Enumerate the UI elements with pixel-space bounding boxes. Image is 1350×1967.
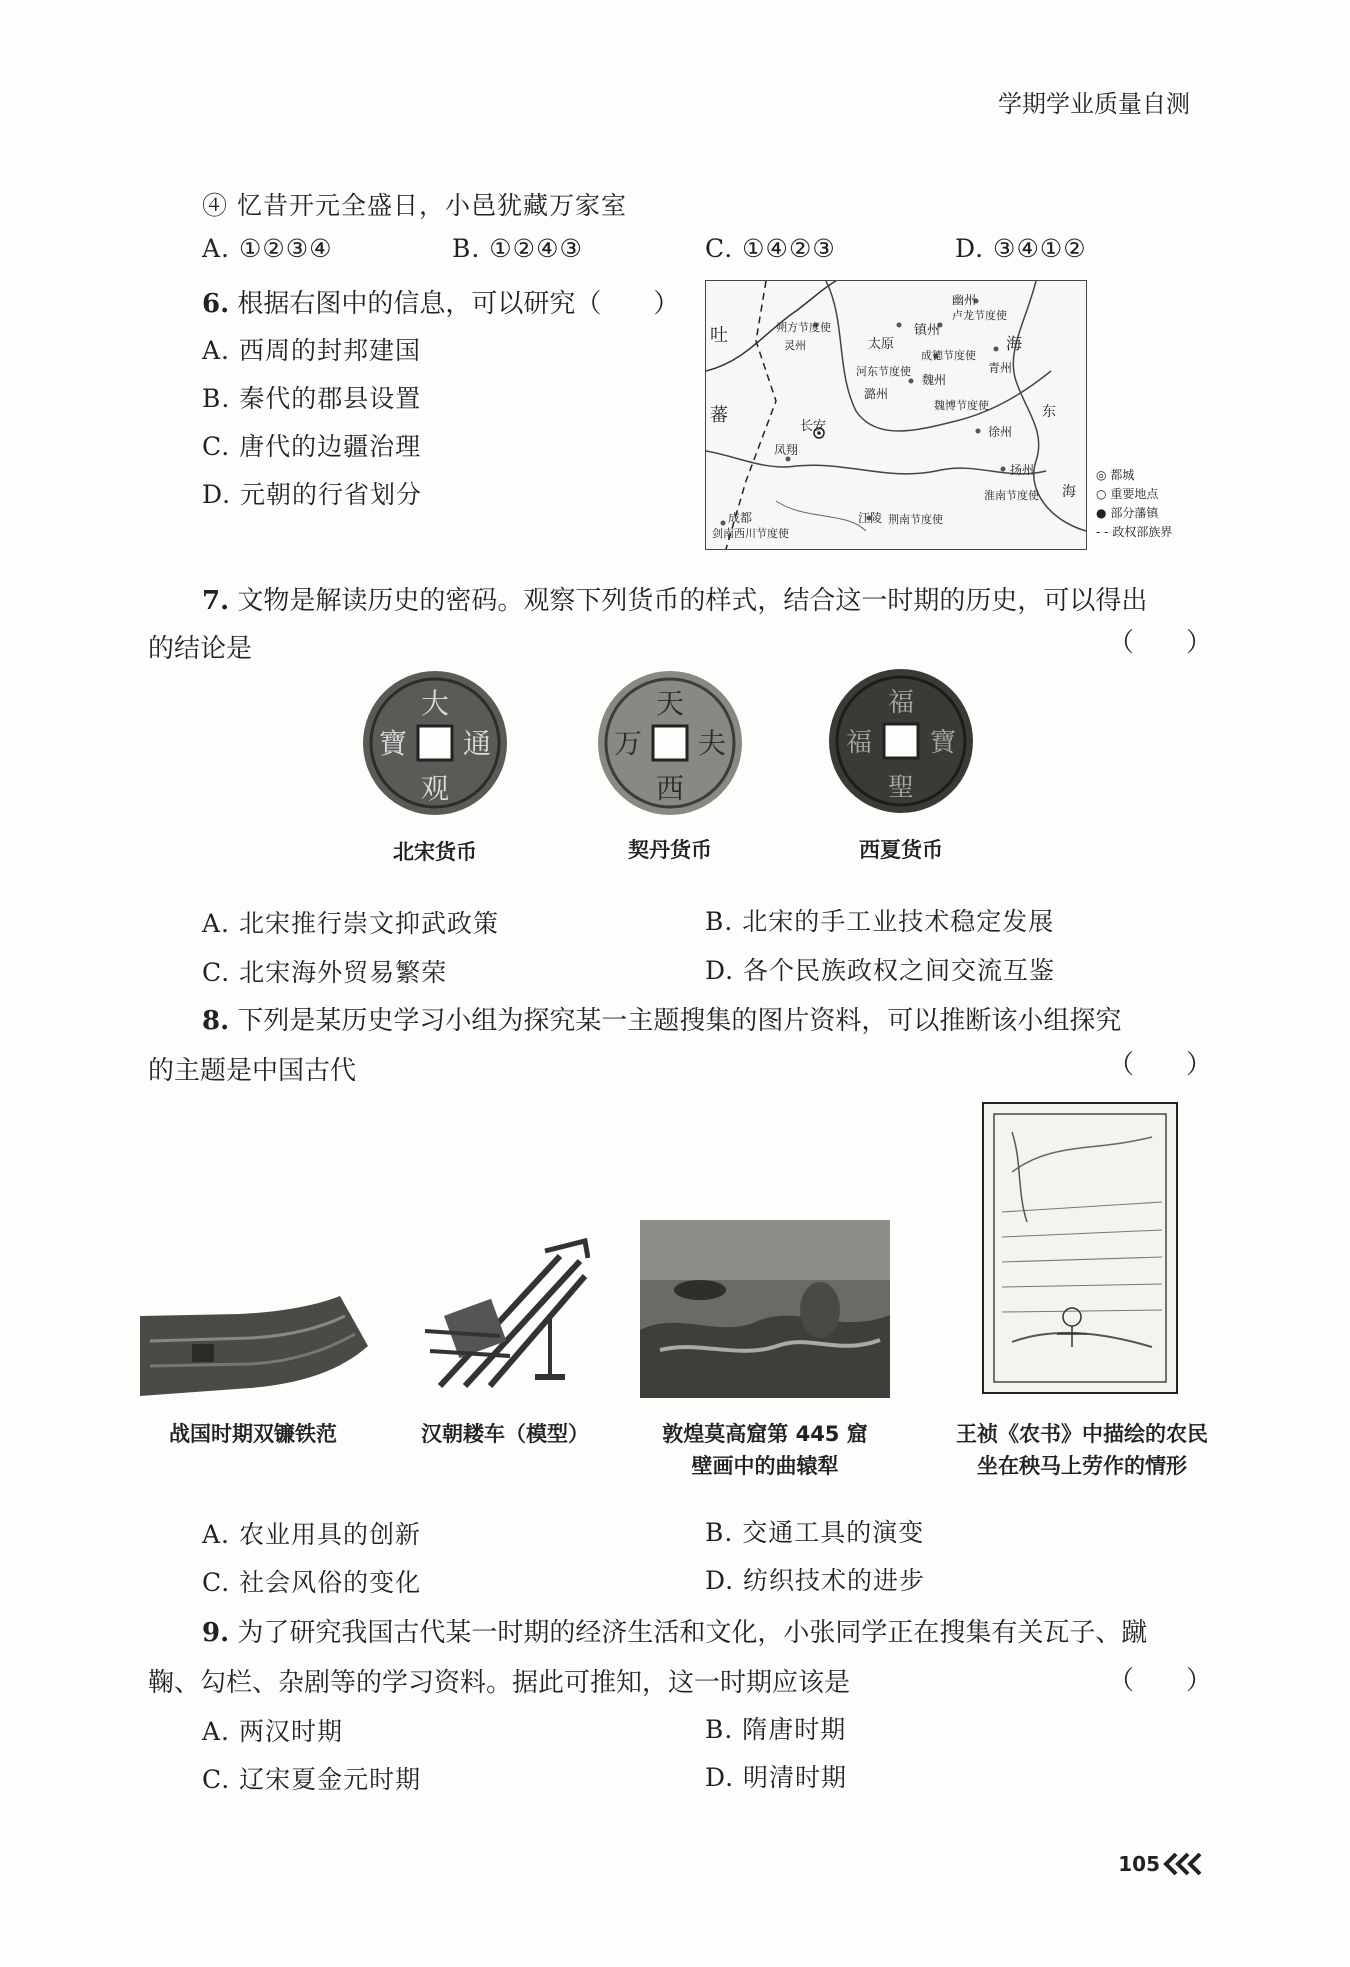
map-label: 长安: [800, 419, 827, 434]
q6-stem: [202, 283, 679, 320]
coin-caption: 西夏货币: [859, 838, 943, 862]
map-label: 卢龙节度使: [952, 309, 1007, 322]
q9-stem-line1: 为了研究我国古代某一时期的经济生活和文化，小张同学正在搜集有关瓦子、蹴: [237, 1618, 1148, 1648]
q8-number: 8.: [202, 1006, 230, 1036]
q7-stem-line1: 文物是解读历史的密码。观察下列货币的样式，结合这一时期的历史，可以得出: [237, 586, 1148, 616]
q7-option-b: B. 北宋的手工业技术稳定发展: [705, 907, 1055, 936]
legend-important-place: ○ 重要地点: [1096, 487, 1159, 501]
q8-answer-paren: （ ）: [1108, 1050, 1213, 1080]
image-caption: 王祯《农书》中描绘的农民: [956, 1422, 1208, 1446]
hollow-dot-icon: ○: [1096, 487, 1107, 501]
coin-char: 寶: [929, 728, 957, 758]
q7-stem-line2: 的结论是: [148, 634, 253, 664]
q8-option-a: A. 农业用具的创新: [202, 1520, 421, 1549]
coin-char: 观: [420, 772, 450, 805]
capital-icon: ◎: [1096, 468, 1107, 482]
map-label: 凤翔: [774, 443, 799, 457]
map-label: 青州: [988, 361, 1013, 375]
iron-mold-image: [140, 1296, 368, 1404]
legend-fanzhen: ● 部分藩镇: [1096, 506, 1159, 520]
map-label: 河东节度使: [856, 365, 911, 378]
q8-stem-line2: 的主题是中国古代: [148, 1056, 357, 1086]
image-caption: 战国时期双镰铁范: [169, 1422, 337, 1446]
map-legend: [1096, 466, 1172, 542]
page-number: 105: [1118, 1852, 1160, 1876]
seed-drill-image: [420, 1236, 590, 1396]
coin-khitan: [595, 668, 745, 818]
q8-option-d: D. 纺织技术的进步: [705, 1566, 926, 1595]
q8-option-c: C. 社会风俗的变化: [202, 1568, 422, 1597]
map-label: 太原: [868, 337, 895, 352]
coin-char: 寶: [378, 727, 408, 760]
map-label: 镇州: [914, 323, 941, 338]
q6-stem-text: 根据右图中的信息，可以研究（ ）: [237, 289, 680, 319]
q9-option-a: A. 两汉时期: [202, 1717, 343, 1746]
coin-char: 大: [420, 687, 450, 720]
q6-number: 6.: [202, 289, 230, 319]
map-label: 扬州: [1010, 463, 1035, 477]
q8-stem-line1: 下列是某历史学习小组为探究某一主题搜集的图片资料，可以推断该小组探究: [237, 1006, 1122, 1036]
q5-line4: ④ 忆昔开元全盛日，小邑犹藏万家室: [202, 191, 627, 220]
map-label: 魏州: [922, 373, 947, 387]
map-label: 灵州: [784, 339, 806, 352]
coin-western-xia: [826, 666, 976, 816]
map-label: 海: [1062, 484, 1076, 500]
q5-option-c: C. ①④②③: [705, 234, 836, 263]
map-label: 江陵: [858, 511, 883, 525]
map-label: 幽州: [952, 293, 977, 307]
coin-char: 西: [655, 772, 685, 805]
tang-map: [705, 280, 1087, 550]
q9-stem: [202, 1612, 1147, 1649]
map-label: 魏博节度使: [934, 399, 989, 412]
coin-char: 天: [655, 687, 685, 720]
q9-stem-line2: 鞠、勾栏、杂剧等的学习资料。据此可推知，这一时期应该是: [148, 1668, 851, 1698]
q5-option-a: A. ①②③④: [202, 234, 333, 263]
coin-char: 夫: [697, 727, 727, 760]
map-label: 潞州: [864, 387, 889, 401]
image-caption: 敦煌莫高窟第 445 窟: [662, 1422, 868, 1446]
map-label: 东: [1042, 404, 1056, 420]
q7-stem: [202, 580, 1147, 617]
q9-option-c: C. 辽宋夏金元时期: [202, 1765, 422, 1794]
coin-char: 福: [845, 728, 873, 758]
image-caption: 壁画中的曲辕犁: [691, 1454, 839, 1478]
nongshu-illustration-image: [982, 1102, 1178, 1394]
q7-number: 7.: [202, 586, 230, 616]
q9-number: 9.: [202, 1618, 230, 1648]
map-label: 徐州: [988, 425, 1013, 439]
q8-option-b: B. 交通工具的演变: [705, 1518, 925, 1547]
map-drawing: [706, 281, 1086, 549]
map-label: 吐: [710, 325, 728, 346]
page-header: 学期学业质量自测: [998, 90, 1190, 118]
map-label: 淮南节度使: [984, 489, 1039, 502]
q6-option-d: D. 元朝的行省划分: [202, 480, 423, 509]
q7-option-d: D. 各个民族政权之间交流互鉴: [705, 956, 1056, 985]
dot-icon: ●: [1096, 506, 1107, 520]
q5-option-b: B. ①②④③: [452, 234, 583, 263]
coin-char: 聖: [887, 773, 915, 803]
q7-answer-paren: （ ）: [1108, 628, 1213, 658]
map-label: 海: [1006, 334, 1023, 353]
q7-option-c: C. 北宋海外贸易繁荣: [202, 958, 448, 987]
coin-northern-song: [360, 668, 510, 818]
q9-option-b: B. 隋唐时期: [705, 1715, 847, 1744]
map-label: 朔方节度使: [776, 321, 831, 334]
legend-boundary: - - 政权部族界: [1096, 525, 1173, 539]
map-label: 成都: [728, 511, 753, 525]
map-label: 荆南节度使: [888, 513, 943, 526]
map-label: 成德节度使: [921, 349, 976, 362]
coin-caption: 北宋货币: [393, 840, 477, 864]
dashed-line-icon: - -: [1096, 525, 1109, 539]
map-label: 蕃: [710, 405, 728, 426]
legend-capital: ◎ 都城: [1096, 468, 1135, 482]
chevrons-left-icon: [1162, 1852, 1204, 1876]
coin-char: 福: [887, 688, 915, 718]
image-caption: 坐在秧马上劳作的情形: [977, 1454, 1187, 1478]
coin-char: 通: [462, 727, 492, 760]
map-label: 剑南西川节度使: [712, 527, 789, 540]
q6-option-b: B. 秦代的郡县设置: [202, 384, 422, 413]
q5-option-d: D. ③④①②: [955, 234, 1087, 263]
image-caption: 汉朝耧车（模型）: [421, 1422, 589, 1446]
coin-char: 万: [613, 727, 643, 760]
q9-answer-paren: （ ）: [1108, 1666, 1213, 1696]
q7-option-a: A. 北宋推行崇文抑武政策: [202, 909, 499, 938]
q6-option-a: A. 西周的封邦建国: [202, 336, 421, 365]
coin-caption: 契丹货币: [628, 838, 712, 862]
q6-option-c: C. 唐代的边疆治理: [202, 432, 422, 461]
q9-option-d: D. 明清时期: [705, 1763, 848, 1792]
q8-stem: [202, 1000, 1121, 1037]
mogao-mural-image: [640, 1220, 890, 1398]
